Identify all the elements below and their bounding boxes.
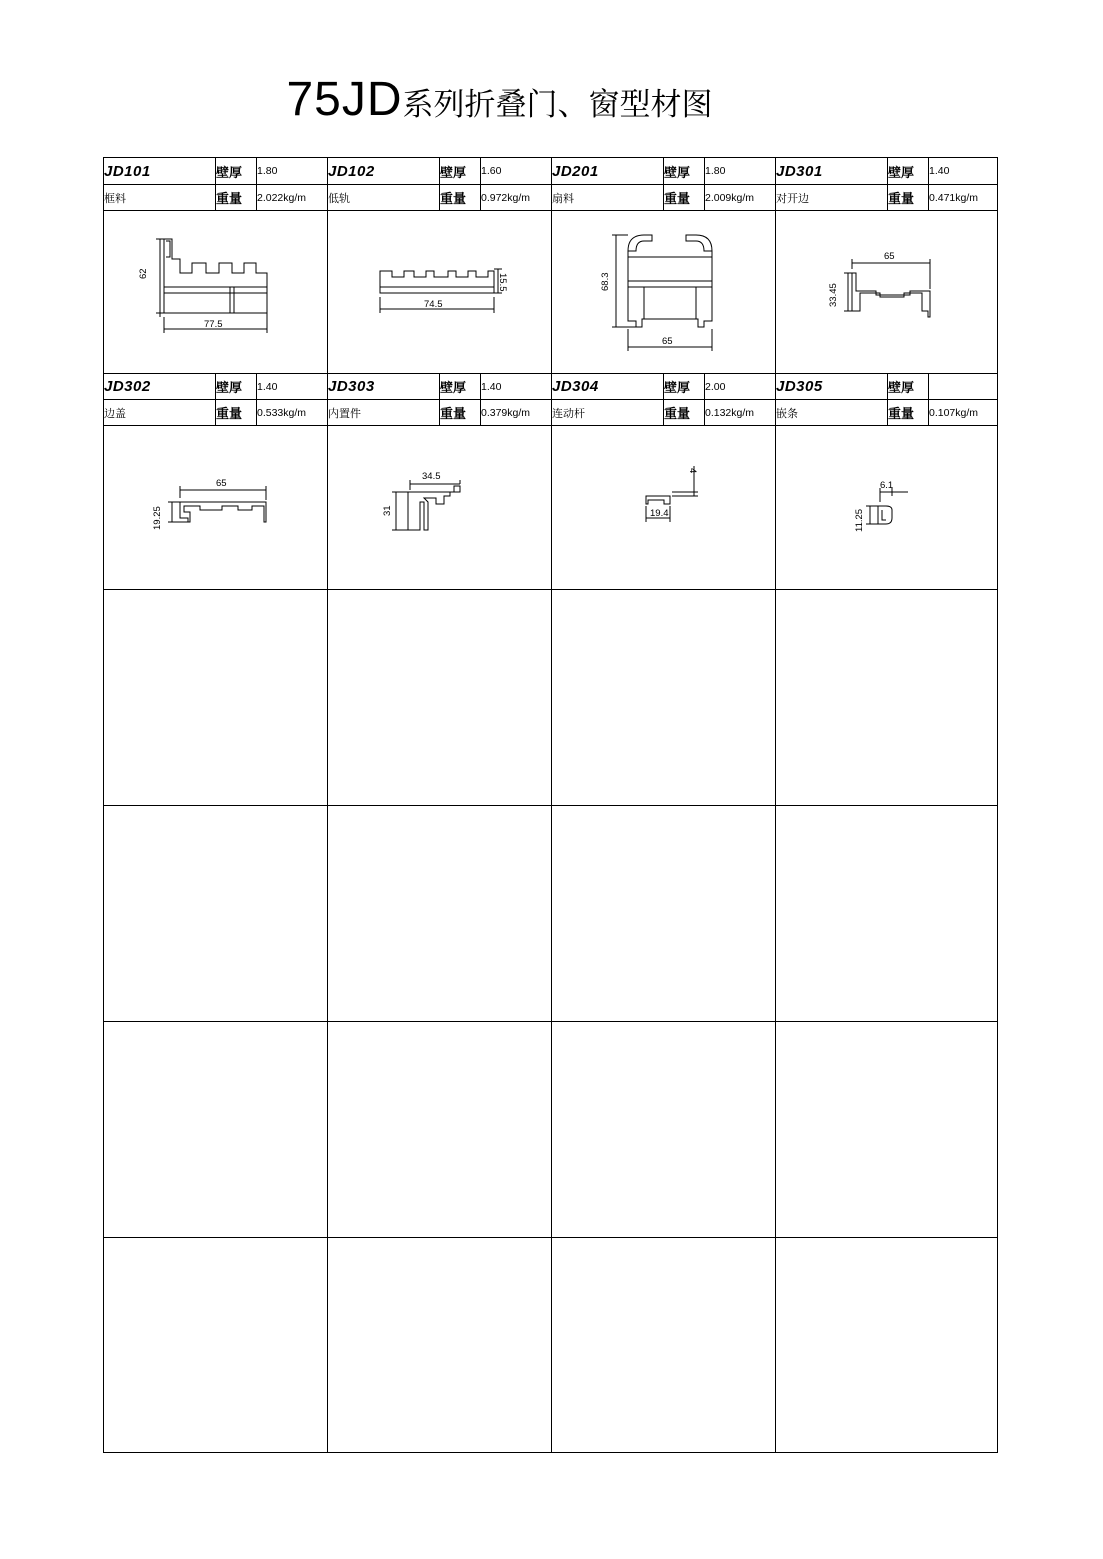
weight-label: 重量 — [888, 400, 929, 426]
profile-code: JD102 — [328, 158, 440, 185]
thickness-value: 1.80 — [705, 158, 776, 185]
profile-name: 连动杆 — [552, 400, 664, 426]
dimension-label: 74.5 — [424, 299, 443, 310]
drawing-cell — [552, 211, 776, 374]
bead-profile-drawing — [776, 426, 998, 589]
empty-row — [104, 590, 998, 806]
weight-value: 0.471kg/m — [929, 185, 998, 211]
profile-code: JD303 — [328, 374, 440, 400]
drawing-cell — [328, 211, 552, 374]
profile-name: 低轨 — [328, 185, 440, 211]
weight-value: 0.107kg/m — [929, 400, 998, 426]
header-row-code — [104, 158, 998, 185]
thickness-label: 壁厚 — [440, 158, 481, 185]
profile-name: 内置件 — [328, 400, 440, 426]
dimension-label: 31 — [382, 505, 393, 516]
dimension-label: 68.3 — [600, 272, 611, 291]
frame-profile-drawing — [104, 211, 326, 373]
empty-cell — [552, 590, 776, 806]
meeting-edge-profile-drawing — [776, 211, 998, 373]
dimension-label: 19.25 — [152, 506, 163, 530]
empty-cell — [328, 806, 552, 1022]
drawing-cell — [776, 426, 998, 590]
weight-value: 0.379kg/m — [481, 400, 552, 426]
link-rod-profile-drawing — [552, 426, 776, 589]
drawing-cell — [104, 211, 328, 374]
empty-row — [104, 806, 998, 1022]
profile-code: JD304 — [552, 374, 664, 400]
thickness-value: 2.00 — [705, 374, 776, 400]
empty-cell — [776, 1238, 998, 1453]
dimension-label: 33.45 — [828, 283, 839, 307]
weight-value: 2.009kg/m — [705, 185, 776, 211]
weight-value: 0.132kg/m — [705, 400, 776, 426]
empty-cell — [328, 590, 552, 806]
low-rail-profile-drawing — [328, 211, 552, 373]
weight-label: 重量 — [216, 185, 257, 211]
profile-table — [103, 157, 998, 1453]
empty-row — [104, 1022, 998, 1238]
dimension-label: 62 — [138, 268, 149, 279]
drawing-row — [104, 426, 998, 590]
profile-name: 扇料 — [552, 185, 664, 211]
profile-name: 嵌条 — [776, 400, 888, 426]
empty-cell — [552, 1022, 776, 1238]
title-suffix: 系列折叠门、窗型材图 — [402, 87, 713, 123]
thickness-label: 壁厚 — [216, 374, 257, 400]
empty-cell — [776, 806, 998, 1022]
profile-code: JD302 — [104, 374, 216, 400]
thickness-label: 壁厚 — [216, 158, 257, 185]
empty-cell — [328, 1022, 552, 1238]
profile-code: JD201 — [552, 158, 664, 185]
empty-row — [104, 1238, 998, 1453]
thickness-label: 壁厚 — [664, 158, 705, 185]
weight-value: 0.533kg/m — [257, 400, 328, 426]
profile-name: 边盖 — [104, 400, 216, 426]
dimension-label: 65 — [884, 251, 895, 262]
drawing-cell — [104, 426, 328, 590]
weight-label: 重量 — [216, 400, 257, 426]
weight-value: 2.022kg/m — [257, 185, 328, 211]
dimension-label: 15.5 — [497, 273, 508, 292]
profile-code: JD305 — [776, 374, 888, 400]
header-row-code — [104, 374, 998, 400]
weight-label: 重量 — [888, 185, 929, 211]
drawing-cell — [776, 211, 998, 374]
thickness-value: 1.80 — [257, 158, 328, 185]
dimension-label: 11.25 — [854, 508, 865, 532]
thickness-value: 1.40 — [257, 374, 328, 400]
drawing-cell — [552, 426, 776, 590]
weight-label: 重量 — [664, 185, 705, 211]
header-row-name — [104, 400, 998, 426]
empty-cell — [552, 1238, 776, 1453]
dimension-label: 65 — [662, 336, 673, 347]
dimension-label: 65 — [216, 478, 227, 489]
empty-cell — [104, 1022, 328, 1238]
thickness-value — [929, 374, 998, 400]
profile-name: 框料 — [104, 185, 216, 211]
weight-value: 0.972kg/m — [481, 185, 552, 211]
thickness-label: 壁厚 — [888, 374, 929, 400]
profile-code: JD301 — [776, 158, 888, 185]
empty-cell — [104, 1238, 328, 1453]
thickness-label: 壁厚 — [664, 374, 705, 400]
empty-cell — [776, 590, 998, 806]
dimension-label: 34.5 — [422, 471, 441, 482]
thickness-value: 1.40 — [481, 374, 552, 400]
title-main: 75JD — [286, 73, 403, 126]
weight-label: 重量 — [440, 400, 481, 426]
edge-cover-profile-drawing — [104, 426, 326, 589]
thickness-label: 壁厚 — [888, 158, 929, 185]
drawing-cell — [328, 426, 552, 590]
weight-label: 重量 — [440, 185, 481, 211]
sash-profile-drawing — [552, 211, 776, 373]
thickness-value: 1.60 — [481, 158, 552, 185]
profile-code: JD101 — [104, 158, 216, 185]
thickness-value: 1.40 — [929, 158, 998, 185]
page-title — [0, 72, 1103, 127]
empty-cell — [328, 1238, 552, 1453]
weight-label: 重量 — [664, 400, 705, 426]
empty-cell — [552, 806, 776, 1022]
thickness-label: 壁厚 — [440, 374, 481, 400]
dimension-label: 6.1 — [880, 480, 894, 491]
empty-cell — [776, 1022, 998, 1238]
drawing-row — [104, 211, 998, 374]
empty-cell — [104, 590, 328, 806]
dimension-label: 4 — [687, 468, 698, 474]
header-row-name — [104, 185, 998, 211]
dimension-label: 19.4 — [650, 508, 669, 519]
insert-profile-drawing — [328, 426, 552, 589]
profile-name: 对开边 — [776, 185, 888, 211]
dimension-label: 77.5 — [204, 319, 223, 330]
empty-cell — [104, 806, 328, 1022]
